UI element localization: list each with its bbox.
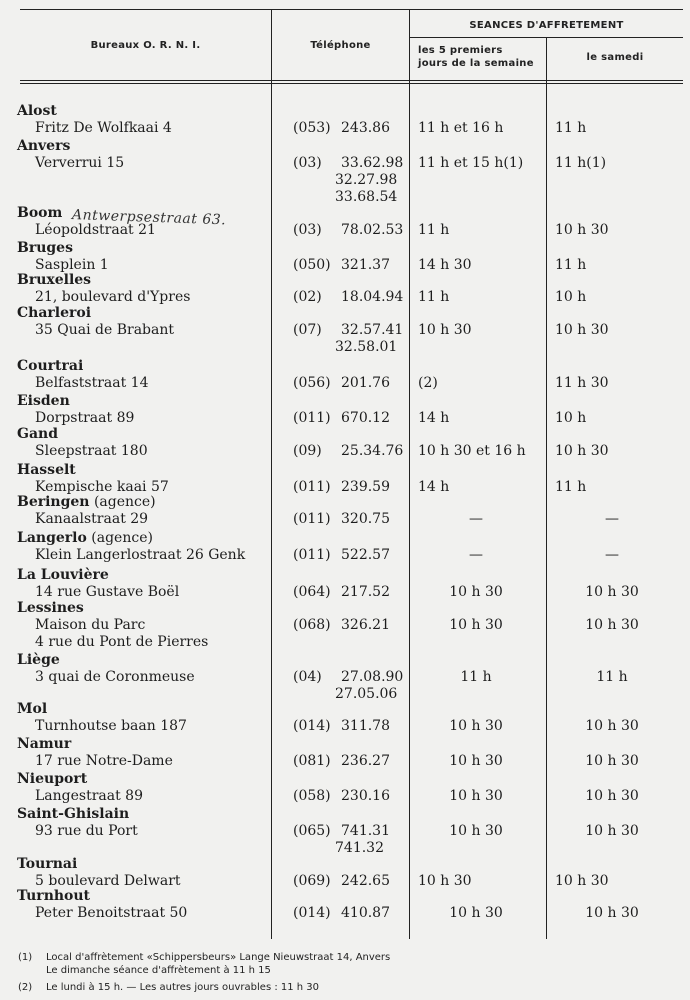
office-city [17,530,153,547]
city-name: Liège [17,652,60,668]
weekday-session-time: 11 h [460,669,492,685]
office-telephone [293,584,390,601]
saturday-session-time: 10 h 30 [585,584,639,600]
office-city [17,494,156,511]
city-name: Charleroi [17,305,92,321]
office-city [17,701,47,718]
saturday-session-time: 10 h 30 [555,222,609,238]
weekday-session-time: 10 h 30 [449,823,503,839]
office-address: Langestraat 89 [35,788,143,804]
office-city [17,393,70,410]
office-city [17,138,70,155]
telephone-number-extra: 741.32 [335,840,384,856]
weekday-session-time: 11 h et 15 h(1) [418,155,524,171]
telephone-number: 33.62.98 [341,155,404,171]
office-city [17,736,71,753]
weekday-session-time: 10 h 30 [449,753,503,769]
weekday-session-time: 10 h 30 [449,584,503,600]
weekday-session-time: 10 h 30 [418,873,472,889]
telephone-number: 321.37 [341,257,390,273]
saturday-session-time: 10 h 30 [585,718,639,734]
telephone-area-code: (050) [293,257,331,273]
telephone-area-code: (064) [293,584,331,600]
table-top-rule [20,9,683,10]
city-suffix: (agence) [89,494,156,510]
office-telephone [293,511,390,528]
telephone-number: 27.08.90 [341,669,404,685]
city-name: Gand [17,426,58,442]
telephone-number: 230.16 [341,788,390,804]
header-bureaux: Bureaux O. R. N. I. [90,40,201,51]
header-saturday: le samedi [586,52,644,63]
office-address: Ververrui 15 [35,155,125,171]
office-address: Sleepstraat 180 [35,443,148,459]
weekday-session-time: 14 h 30 [418,257,472,273]
office-city [17,426,58,443]
office-address: 3 quai de Coronmeuse [35,669,195,685]
footnote-line [18,964,271,977]
weekday-session-time: 10 h 30 [449,617,503,633]
weekday-session-time: 10 h 30 [449,718,503,734]
weekday-session-time: 11 h [418,289,450,305]
office-city [17,806,129,823]
office-address: Maison du Parc [35,617,146,633]
city-name: Bruges [17,240,73,256]
footnote-line [18,951,390,964]
office-city [17,305,91,322]
telephone-number: 239.59 [341,479,390,495]
office-city [17,856,77,873]
city-name: Boom [17,205,63,221]
office-telephone [293,375,390,392]
office-city [17,103,57,120]
telephone-area-code: (053) [293,120,331,136]
office-address: 5 boulevard Delwart [35,873,181,889]
telephone-area-code: (081) [293,753,331,769]
office-telephone [293,222,403,239]
footnote-line [18,981,319,994]
city-name: Eisden [17,393,70,409]
telephone-number: 242.65 [341,873,390,889]
office-city [17,652,60,669]
telephone-number: 326.21 [341,617,390,633]
office-address: Klein Langerlostraat 26 Genk [35,547,246,563]
weekday-session-time: 14 h [418,410,450,426]
saturday-session-time: 10 h [555,410,587,426]
office-address: Kempische kaai 57 [35,479,169,495]
weekday-session-time: 10 h 30 [418,322,472,338]
office-telephone [293,905,390,922]
office-address: 14 rue Gustave Boël [35,584,180,600]
saturday-session-time: 10 h 30 [555,322,609,338]
col-divider-1 [271,9,272,939]
telephone-area-code: (056) [293,375,331,391]
weekday-session-time: 10 h 30 [449,788,503,804]
telephone-area-code: (03) [293,155,322,171]
handwritten-note: Antwerpsestraat 63. [71,207,227,229]
city-name: Alost [17,103,57,119]
weekday-session-time: 10 h 30 [449,905,503,921]
telephone-number: 25.34.76 [341,443,404,459]
saturday-session-time: 11 h(1) [555,155,607,171]
telephone-number: 217.52 [341,584,390,600]
office-telephone [293,257,390,274]
header-bottom-double-rule [20,83,683,84]
telephone-number: 78.02.53 [341,222,404,238]
office-address: Léopoldstraat 21 [35,222,156,238]
telephone-area-code: (04) [293,669,322,685]
office-telephone [293,479,390,496]
telephone-number: 236.27 [341,753,390,769]
office-city [17,600,84,617]
city-name: Mol [17,701,48,717]
footnote-text: Le dimanche séance d'affrètement à 11 h 15 [46,965,271,976]
saturday-session-time: 11 h [555,479,587,495]
office-telephone [293,547,390,564]
office-address: Belfaststraat 14 [35,375,149,391]
telephone-area-code: (011) [293,511,331,527]
office-city [17,567,109,584]
office-address: Dorpstraat 89 [35,410,135,426]
office-city [17,462,76,479]
saturday-session-time: 11 h [555,120,587,136]
office-address: 93 rue du Port [35,823,138,839]
city-name: La Louvière [17,567,109,583]
footnote-text: Local d'affrètement «Schippersbeurs» Lange Nieuwstraat 14, Anvers [46,952,391,963]
city-name: Anvers [17,138,71,154]
telephone-number: 201.76 [341,375,390,391]
city-name: Tournai [17,856,78,872]
office-address: 35 Quai de Brabant [35,322,175,338]
telephone-area-code: (011) [293,547,331,563]
office-telephone [293,788,390,805]
office-city [17,205,62,222]
saturday-session-time: 11 h [555,257,587,273]
city-name: Courtrai [17,358,84,374]
city-name: Turnhout [17,888,91,904]
telephone-area-code: (014) [293,718,331,734]
saturday-session-time: 11 h 30 [555,375,609,391]
office-city [17,358,83,375]
telephone-number: 741.31 [341,823,390,839]
office-address: Peter Benoitstraat 50 [35,905,188,921]
telephone-number: 243.86 [341,120,390,136]
city-name: Nieuport [17,771,88,787]
telephone-number: 410.87 [341,905,390,921]
office-city [17,272,91,289]
office-city [17,771,87,788]
weekday-session-time: 14 h [418,479,450,495]
header-seances: SEANCES D'AFFRETEMENT [469,20,624,31]
telephone-number: 320.75 [341,511,390,527]
office-telephone [293,410,390,427]
saturday-session-time: 10 h 30 [585,905,639,921]
office-address: Fritz De Wolfkaai 4 [35,120,172,136]
saturday-session-time: 11 h [596,669,628,685]
telephone-number-extra: 32.58.01 [335,339,398,355]
saturday-session-time: 10 h 30 [555,873,609,889]
header-weekdays-line1: les 5 premiers [418,45,503,56]
office-address: 4 rue du Pont de Pierres [35,634,209,650]
office-telephone [293,120,390,137]
telephone-area-code: (011) [293,410,331,426]
weekday-session-time: (2) [418,375,438,391]
office-telephone [293,669,403,686]
city-suffix: (agence) [86,530,153,546]
telephone-area-code: (058) [293,788,331,804]
weekday-session-time: — [469,547,483,563]
office-telephone [293,718,390,735]
telephone-area-code: (03) [293,222,322,238]
saturday-session-time: — [605,547,619,563]
telephone-number-extra: 33.68.54 [335,189,398,205]
office-telephone [293,823,390,840]
saturday-session-time: — [605,511,619,527]
telephone-area-code: (065) [293,823,331,839]
city-name: Lessines [17,600,84,616]
telephone-area-code: (09) [293,443,322,459]
office-telephone [293,322,403,339]
header-telephone: Téléphone [310,40,371,51]
telephone-area-code: (014) [293,905,331,921]
office-address: Sasplein 1 [35,257,109,273]
office-telephone [293,753,390,770]
footnote-mark: (1) [18,952,33,963]
office-city [17,240,73,257]
office-city [17,888,90,905]
telephone-number: 311.78 [341,718,390,734]
office-telephone [293,873,390,890]
office-address: 17 rue Notre-Dame [35,753,173,769]
office-telephone [293,155,403,172]
saturday-session-time: 10 h 30 [555,443,609,459]
office-telephone [293,443,403,460]
weekday-session-time: 10 h 30 et 16 h [418,443,526,459]
telephone-number-extra: 32.27.98 [335,172,398,188]
header-weekdays-line2: jours de la semaine [418,58,534,69]
weekday-session-time: 11 h [418,222,450,238]
telephone-area-code: (011) [293,479,331,495]
office-telephone [293,289,403,306]
city-name: Bruxelles [17,272,92,288]
saturday-session-time: 10 h 30 [585,788,639,804]
header-bottom-rule [20,80,683,81]
office-address: 21, boulevard d'Ypres [35,289,191,305]
footnote-mark: (2) [18,982,33,993]
telephone-number: 32.57.41 [341,322,404,338]
office-address: Turnhoutse baan 187 [35,718,187,734]
weekday-session-time: 11 h et 16 h [418,120,504,136]
city-name: Hasselt [17,462,76,478]
city-name: Langerlo [17,530,87,546]
telephone-area-code: (069) [293,873,331,889]
office-telephone [293,617,390,634]
city-name: Saint-Ghislain [17,806,130,822]
city-name: Namur [17,736,72,752]
saturday-session-time: 10 h 30 [585,753,639,769]
col-divider-3 [546,37,547,939]
telephone-number: 670.12 [341,410,390,426]
saturday-session-time: 10 h [555,289,587,305]
telephone-area-code: (02) [293,289,322,305]
telephone-number: 522.57 [341,547,390,563]
telephone-area-code: (07) [293,322,322,338]
office-address: Kanaalstraat 29 [35,511,149,527]
telephone-number-extra: 27.05.06 [335,686,398,702]
footnote-text: Le lundi à 15 h. — Les autres jours ouvrables : 11 h 30 [46,982,320,993]
telephone-area-code: (068) [293,617,331,633]
city-name: Beringen [17,494,90,510]
saturday-session-time: 10 h 30 [585,823,639,839]
weekday-session-time: — [469,511,483,527]
saturday-session-time: 10 h 30 [585,617,639,633]
col-divider-2 [409,9,410,939]
telephone-number: 18.04.94 [341,289,404,305]
